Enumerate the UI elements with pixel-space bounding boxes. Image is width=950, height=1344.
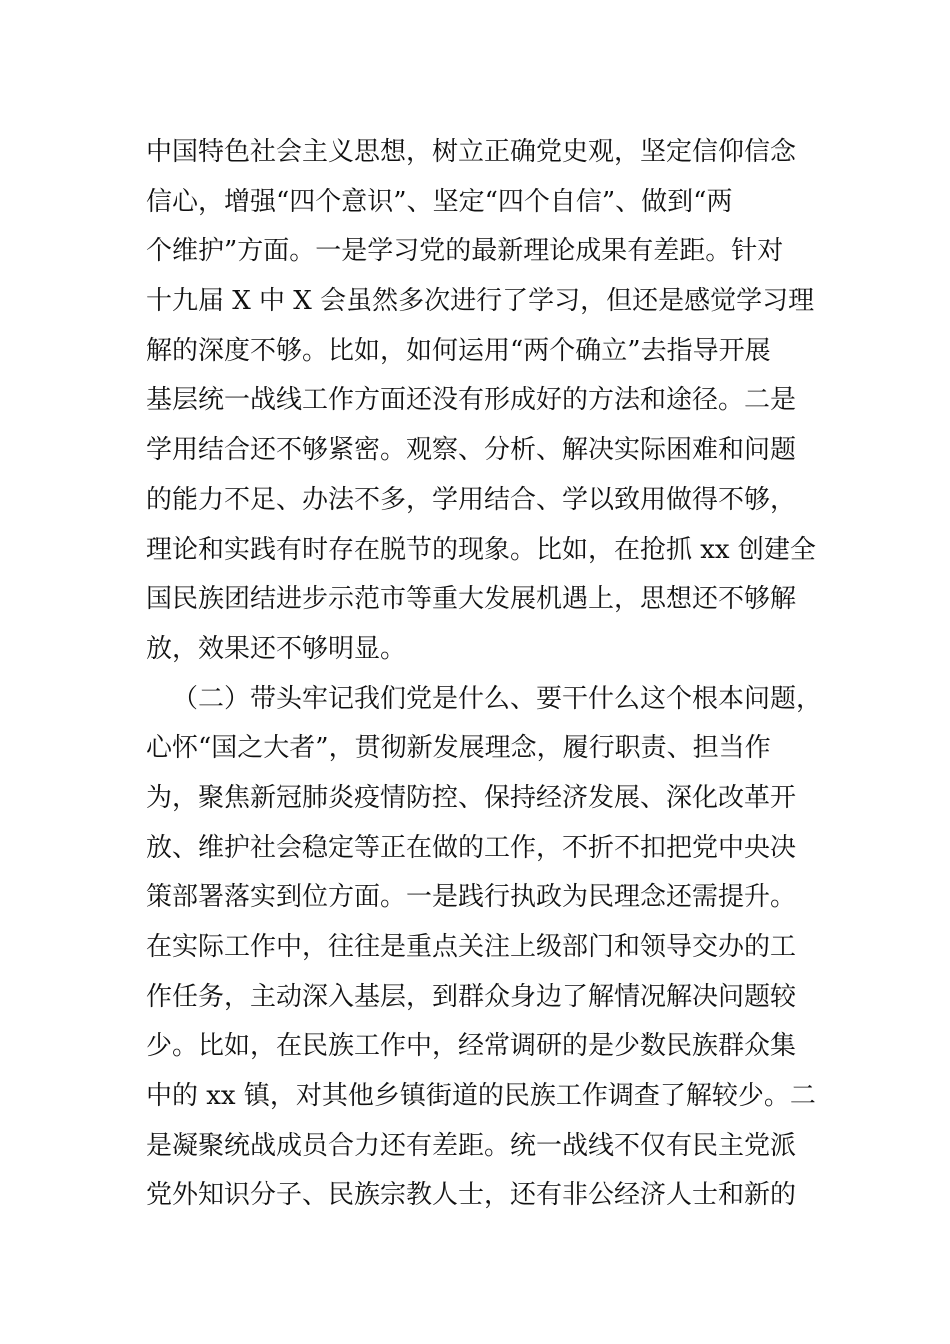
text-line: 个维护”方面。一是学习党的最新理论成果有差距。针对	[146, 236, 784, 267]
text-line: 在实际工作中，往往是重点关注上级部门和领导交办的工	[146, 932, 797, 962]
text-line: 少。比如，在民族工作中，经常调研的是少数民族群众集	[146, 1031, 797, 1062]
text-line: 基层统一战线工作方面还没有形成好的方法和途径。二是	[146, 385, 797, 416]
text-line: 放，效果还不够明显。	[146, 633, 407, 664]
text-line: 国民族团结进步示范市等重大发展机遇上，思想还不够解	[146, 584, 797, 615]
text-line: 解的深度不够。比如，如何运用“两个确立”去指导开展	[146, 335, 771, 366]
text-line: 为，聚焦新冠肺炎疫情防控、保持经济发展、深化改革开	[146, 782, 797, 813]
text-line: 作任务，主动深入基层，到群众身边了解情况解决问题较	[146, 981, 797, 1012]
section-heading-line: （二）带头牢记我们党是什么、要干什么这个根本问题，	[172, 683, 823, 714]
text-line: 信心，增强“四个意识”、坚定“四个自信”、做到“两	[146, 186, 733, 217]
text-line: 党外知识分子、民族宗教人士，还有非公经济人士和新的	[146, 1180, 797, 1211]
body-text	[146, 128, 836, 1221]
text-line: 十九届 X 中 X 会虽然多次进行了学习，但还是感觉学习理	[146, 286, 815, 317]
text-line: 的能力不足、办法不多，学用结合、学以致用做得不够，	[146, 484, 797, 515]
text-line: 中的 xx 镇，对其他乡镇街道的民族工作调查了解较少。二	[146, 1081, 816, 1112]
text-line: 策部署落实到位方面。一是践行执政为民理念还需提升。	[146, 882, 797, 913]
text-line: 是凝聚统战成员合力还有差距。统一战线不仅有民主党派	[146, 1130, 797, 1161]
text-line: 学用结合还不够紧密。观察、分析、解决实际困难和问题	[146, 435, 797, 466]
text-line: 理论和实践有时存在脱节的现象。比如，在抢抓 xx 创建全	[146, 534, 816, 565]
text-line: 放、维护社会稳定等正在做的工作，不折不扣把党中央决	[146, 832, 797, 863]
text-line: 心怀“国之大者”，贯彻新发展理念，履行职责、担当作	[146, 733, 771, 764]
text-line: 中国特色社会主义思想，树立正确党史观，坚定信仰信念	[146, 137, 797, 167]
